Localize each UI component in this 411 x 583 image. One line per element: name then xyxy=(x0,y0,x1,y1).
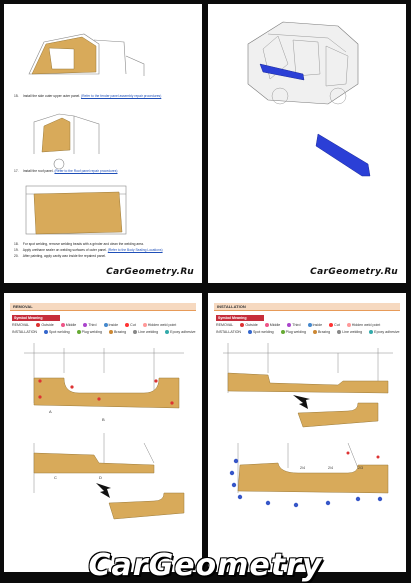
legend-item: Inside xyxy=(104,323,119,327)
legend-title: Symbol Meaning xyxy=(12,315,60,321)
legend-row-label: REMOVAL xyxy=(216,323,234,327)
step-text: Apply urethane sealer on welding surfaces of outer panel. xyxy=(22,248,107,252)
step-link[interactable]: (Refer to the Roof panel repair procedures) xyxy=(54,169,118,173)
step-text: Install the side outer upper outer panel. xyxy=(22,94,81,98)
callout-measure: 2/4 xyxy=(300,466,305,470)
legend-item: Spot welding xyxy=(248,330,274,334)
legend-row-label: INSTALLATION xyxy=(12,330,38,334)
legend-item: Brazing xyxy=(109,330,126,334)
callout-c: C xyxy=(54,475,57,480)
legend-item: Plug welding xyxy=(281,330,306,334)
legend-item: Epoxy adhesive xyxy=(165,330,195,334)
manual-page-4 xyxy=(208,293,406,572)
legend-item: Cut xyxy=(329,323,340,327)
callout-b: B xyxy=(102,417,105,422)
callout-measure: 2/4 xyxy=(328,466,333,470)
vehicle-body-illustration xyxy=(208,4,406,283)
step-number: 19. xyxy=(14,248,19,252)
footer-watermark-text: CarGeometry xyxy=(88,547,323,583)
step-text: Install the roof panel. xyxy=(22,169,54,173)
step-18 xyxy=(14,242,144,246)
step-17 xyxy=(14,169,118,173)
removal-diagram xyxy=(4,293,202,572)
legend-item: Middle xyxy=(265,323,281,327)
legend-item: Epoxy adhesive xyxy=(369,330,399,334)
step-number: 15. xyxy=(14,94,19,98)
legend-item: Outside xyxy=(36,323,53,327)
watermark: CarGeometry.Ru xyxy=(106,267,194,277)
installation-diagram xyxy=(208,293,406,572)
step-number: 18. xyxy=(14,242,19,246)
legend-item: Third xyxy=(287,323,300,327)
legend-item: Middle xyxy=(61,323,77,327)
legend-item: Outside xyxy=(240,323,257,327)
section-header: INSTALLATION xyxy=(214,303,400,311)
callout-d: D xyxy=(99,475,102,480)
legend-row-label: REMOVAL xyxy=(12,323,30,327)
legend-item: Hidden weld point xyxy=(143,323,177,327)
legend-item: Line welding xyxy=(337,330,362,334)
legend-item: Plug welding xyxy=(77,330,102,334)
manual-page-1 xyxy=(4,4,202,283)
legend-item: Spot welding xyxy=(44,330,70,334)
legend-item: Hidden weld point xyxy=(347,323,381,327)
step-text: For spot welding, remove welding beads with a grinder and clean the welding area. xyxy=(22,242,144,246)
callout-measure: 2/3 xyxy=(358,466,363,470)
legend-item: Brazing xyxy=(313,330,330,334)
step-number: 17. xyxy=(14,169,19,173)
manual-page-3 xyxy=(4,293,202,572)
step-text: After painting, apply cavity wax inside the repaired panel. xyxy=(22,254,106,258)
legend-item: Inside xyxy=(308,323,323,327)
step-number: 20. xyxy=(14,254,19,258)
step-16 xyxy=(14,94,161,98)
callout-a: A xyxy=(49,409,52,414)
manual-page-2 xyxy=(208,4,406,283)
section-header: REMOVAL xyxy=(10,303,196,311)
step-link[interactable]: (Refer to the fender panel assembly repair procedures) xyxy=(81,94,162,98)
legend-item: Cut xyxy=(125,323,136,327)
legend-item: Third xyxy=(83,323,96,327)
step-20 xyxy=(14,254,106,258)
watermark: CarGeometry.Ru xyxy=(310,267,398,277)
legend-row-label: INSTALLATION xyxy=(216,330,242,334)
step-link[interactable]: (Refer to the Body Sealing Locations) xyxy=(107,248,163,252)
legend-title: Symbol Meaning xyxy=(216,315,264,321)
step-19 xyxy=(14,248,163,252)
legend-item: Line welding xyxy=(133,330,158,334)
footer-watermark xyxy=(0,547,411,583)
